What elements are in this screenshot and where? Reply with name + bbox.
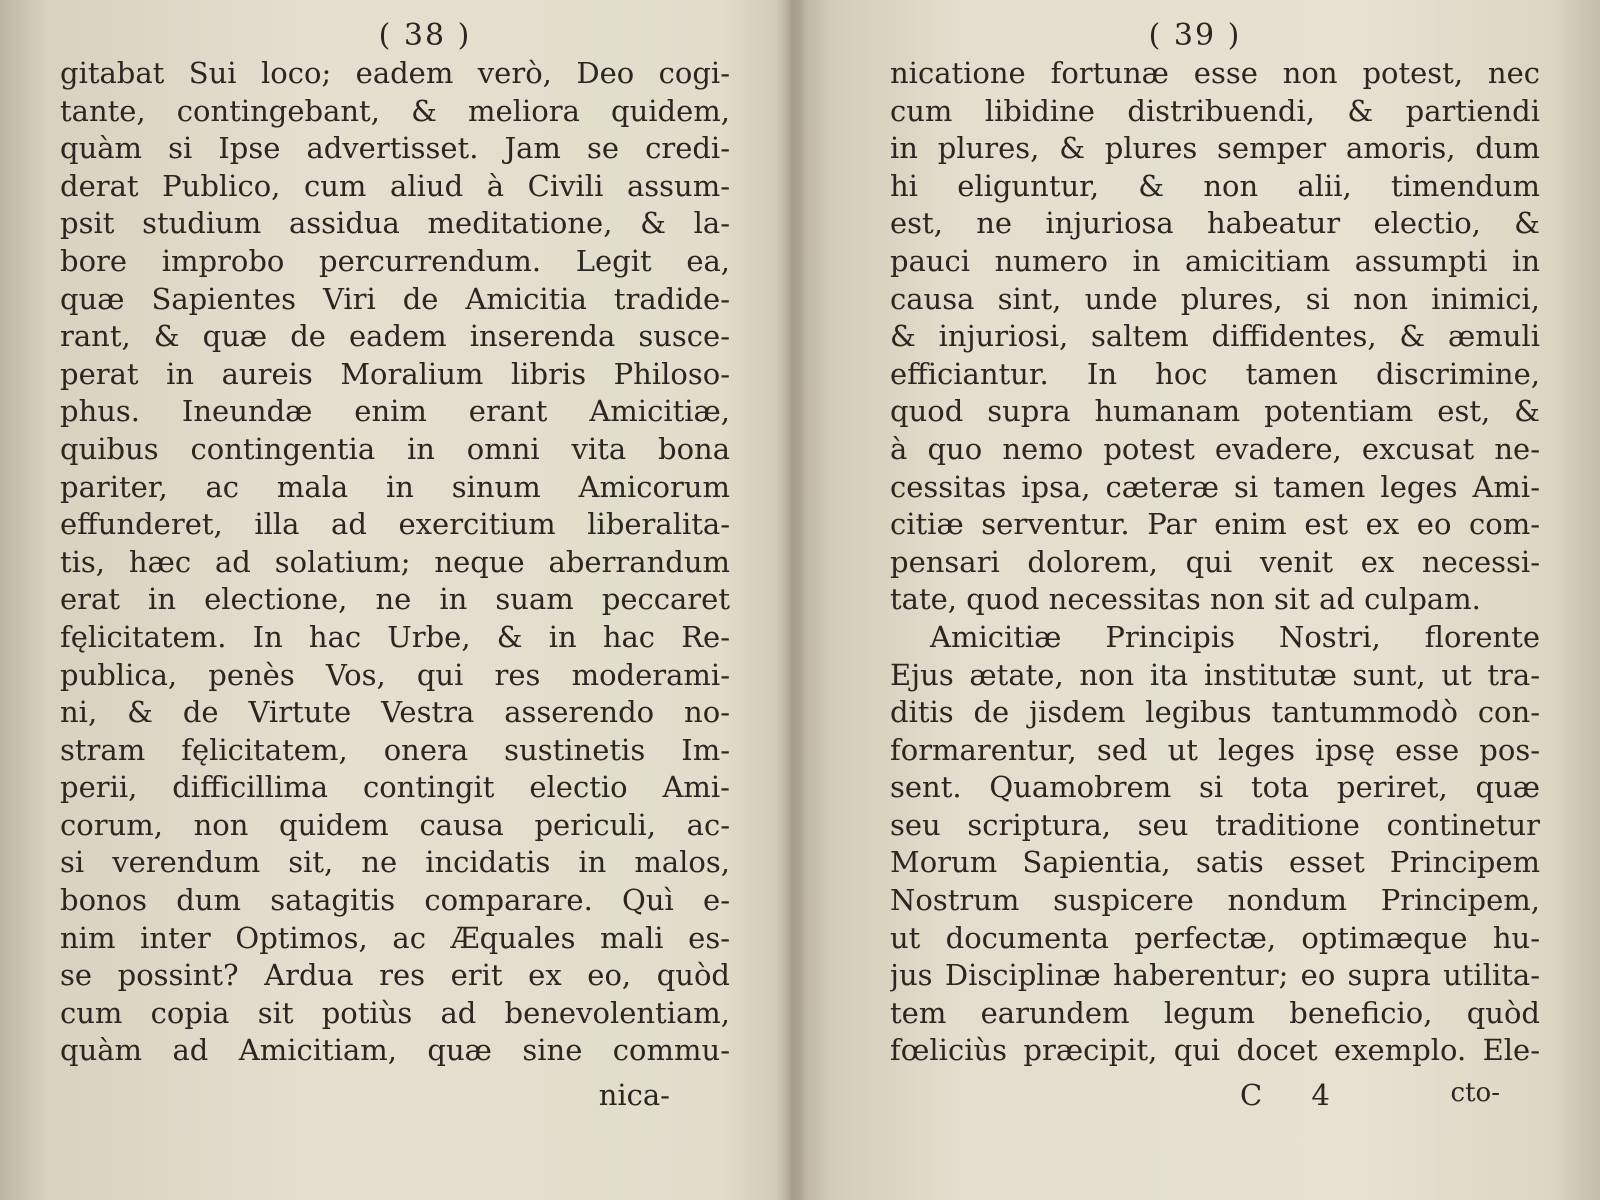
text-line: sent. Quamobrem si tota periret, quæ (890, 770, 1540, 805)
text-line: rant, & quæ de eadem inserenda susce- (60, 319, 730, 354)
text-line: stram fęlicitatem, onera sustinetis Im- (60, 732, 730, 767)
text-line: quàm ad Amicitiam, quæ sine commu- (60, 1033, 730, 1068)
text-line: si verendum sit, ne incidatis in malos, (60, 845, 730, 880)
text-line: ut documenta perfectæ, optimæque hu- (890, 920, 1540, 955)
left-catchword: nica- (598, 1078, 670, 1112)
text-line: corum, non quidem causa periculi, ac- (60, 807, 730, 842)
text-line: Amicitiæ Principis Nostri, florente (930, 619, 1540, 654)
text-line: se possint? Ardua res erit ex eo, quòd (60, 958, 730, 993)
text-line: psit studium assidua meditatione, & la- (60, 206, 730, 241)
right-catchword: cto- (1450, 1078, 1500, 1108)
text-line: citiæ serventur. Par enim est ex eo com- (890, 507, 1540, 542)
text-line: quàm si Ipse advertisset. Jam se credi- (60, 131, 730, 166)
text-line: perii, difficillima contingit electio Ami- (60, 770, 730, 805)
text-line: Morum Sapientia, satis esset Principem (890, 845, 1540, 880)
text-line: gitabat Sui loco; eadem verò, Deo cogi- (60, 56, 730, 90)
text-line: à quo nemo potest evadere, excusat ne- (890, 431, 1540, 466)
text-line: pensari dolorem, qui venit ex necessi- (890, 544, 1540, 579)
text-line: effunderet, illa ad exercitium liberalita- (60, 507, 730, 542)
text-line: Nostrum suspicere nondum Principem, (890, 883, 1540, 918)
right-page-number: ( 39 ) (1148, 18, 1242, 53)
right-page (890, 0, 1540, 1200)
text-line: fęlicitatem. In hac Urbe, & in hac Re- (60, 619, 730, 654)
text-line: pariter, ac mala in sinum Amicorum (60, 469, 730, 504)
text-line: in plures, & plures semper amoris, dum (890, 131, 1540, 166)
text-line: tante, contingebant, & meliora quidem, (60, 93, 730, 128)
text-line: cum copia sit potiùs ad benevolentiam, (60, 995, 730, 1030)
right-page-text (890, 55, 1540, 1070)
text-line: perat in aureis Moralium libris Philoso- (60, 356, 730, 391)
text-line: efficiantur. In hoc tamen discrimine, (890, 356, 1540, 391)
text-line: phus. Ineundæ enim erant Amicitiæ, (60, 394, 730, 429)
text-line: erat in electione, ne in suam peccaret (60, 582, 730, 617)
text-line: quæ Sapientes Viri de Amicitia tradide- (60, 281, 730, 316)
text-line: Ejus ætate, non ita institutæ sunt, ut tra- (890, 657, 1540, 692)
text-line: jus Disciplinæ haberentur; eo supra utilita- (890, 958, 1540, 993)
left-page-number: ( 38 ) (378, 18, 472, 53)
text-line: cessitas ipsa, cæteræ si tamen leges Ami- (890, 469, 1540, 504)
text-line: causa sint, unde plures, si non inimici, (890, 281, 1540, 316)
text-line: fœliciùs præcipit, qui docet exemplo. Ele- (890, 1033, 1540, 1068)
text-line: est, ne injuriosa habeatur electio, & (890, 206, 1540, 241)
text-line: derat Publico, cum aliud à Civili assum- (60, 168, 730, 203)
text-line: tate, quod necessitas non sit ad culpam. (890, 582, 1481, 617)
text-line: publica, penès Vos, qui res moderami- (60, 657, 730, 692)
text-line: nim inter Optimos, ac Æquales mali es- (60, 920, 730, 955)
text-line: tem earundem legum beneficio, quòd (890, 995, 1540, 1030)
text-line: seu scriptura, seu traditione continetur (890, 807, 1540, 842)
text-line: quibus contingentia in omni vita bona (60, 431, 730, 466)
book-gutter (776, 0, 806, 1200)
left-page-text (60, 55, 730, 1070)
text-line: nicatione fortunæ esse non potest, nec (890, 56, 1540, 90)
text-line: formarentur, sed ut leges ipsę esse pos- (890, 732, 1540, 767)
text-line: ditis de jisdem legibus tantummodò con- (890, 695, 1540, 730)
left-page (60, 0, 730, 1200)
text-line: ni, & de Virtute Vestra asserendo no- (60, 695, 730, 730)
text-line: quod supra humanam potentiam est, & (890, 394, 1540, 429)
text-line: bonos dum satagitis comparare. Quì e- (60, 883, 730, 918)
text-line: pauci numero in amicitiam assumpti in (890, 243, 1540, 278)
text-line: hi eliguntur, & non alii, timendum (890, 168, 1540, 203)
text-line: cum libidine distribuendi, & partiendi (890, 93, 1540, 128)
text-line: tis, hæc ad solatium; neque aberrandum (60, 544, 730, 579)
text-line: & injuriosi, saltem diffidentes, & æmuli (890, 319, 1540, 354)
text-line: bore improbo percurrendum. Legit ea, (60, 243, 730, 278)
signature-mark: C 4 (1240, 1078, 1350, 1112)
